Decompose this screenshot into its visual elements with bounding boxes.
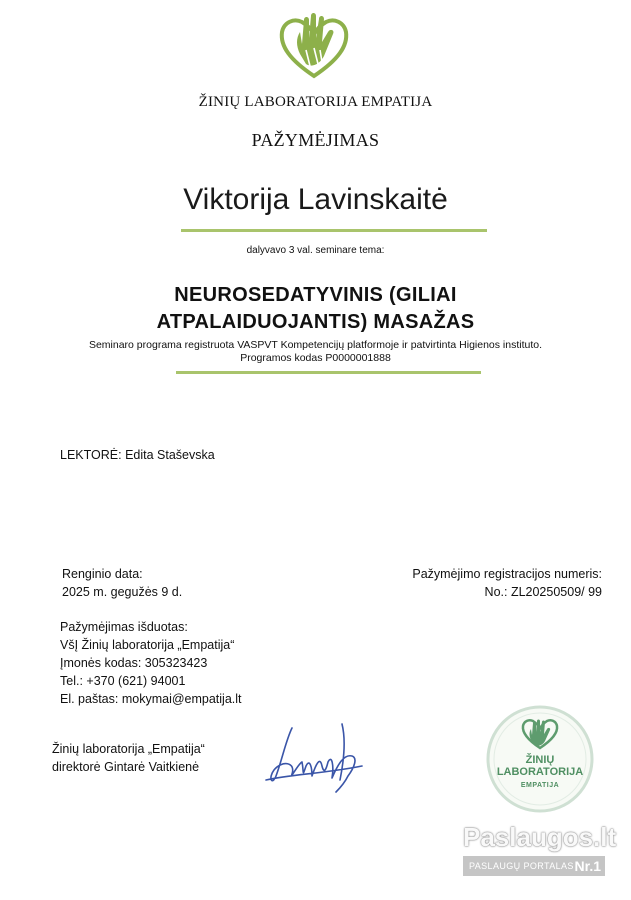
issuer-line: El. paštas: mokymai@empatija.lt	[60, 692, 242, 706]
issuer-block	[60, 618, 242, 708]
seminar-title-line: NEUROSEDATYVINIS (GILIAI	[174, 284, 457, 306]
watermark-bar	[463, 856, 605, 876]
watermark	[463, 822, 617, 880]
issuer-line: Įmonės kodas: 305323423	[60, 656, 208, 670]
organization-name: ŽINIŲ LABORATORIJA EMPATIJA	[198, 94, 433, 110]
issuer-line: Pažymėjimas išduotas:	[60, 620, 188, 634]
watermark-subtitle: PASLAUGŲ PORTALAS	[469, 861, 574, 871]
signature	[262, 720, 372, 800]
director-block	[52, 740, 205, 776]
issuer-line: Tel.: +370 (621) 94001	[60, 674, 186, 688]
hand-heart-logo-icon	[276, 10, 352, 82]
recipient-name: Viktorija Lavinskaitė	[183, 183, 448, 216]
director-line: Žinių laboratorija „Empatija“	[52, 742, 205, 756]
program-note-line: Programos kodas P0000001888	[240, 352, 391, 364]
stamp-line: EMPATIJA	[520, 782, 560, 789]
issuer-line: VšĮ Žinių laboratorija „Empatija“	[60, 638, 235, 652]
watermark-rank: Nr.1	[574, 858, 601, 874]
director-line: direktorė Gintarė Vaitkienė	[52, 760, 200, 774]
registration-number: No.: ZL20250509/ 99	[484, 585, 602, 599]
program-note-line: Seminaro programa registruota VASPVT Kompetencijų platformoje ir patvirtinta Higienos instituto.	[88, 339, 543, 351]
document-title: PAŽYMĖJIMAS	[251, 130, 380, 150]
stamp	[485, 704, 595, 814]
divider-bottom	[176, 371, 481, 374]
event-date-label: Renginio data:	[62, 567, 143, 581]
stamp-line: ŽINIŲ	[525, 754, 555, 766]
participation-text: dalyvavo 3 val. seminare tema:	[246, 245, 385, 256]
divider-top	[181, 229, 487, 232]
event-date-value: 2025 m. gegužės 9 d.	[62, 585, 183, 599]
lecturer: LEKTORĖ: Edita Staševska	[60, 448, 215, 462]
seminar-title-line: ATPALAIDUOJANTIS) MASAŽAS	[156, 311, 475, 333]
stamp-text	[485, 754, 595, 793]
stamp-line: LABORATORIJA	[496, 766, 584, 778]
registration-label: Pažymėjimo registracijos numeris:	[412, 567, 602, 581]
seminar-title	[0, 282, 631, 336]
program-note	[0, 339, 631, 365]
watermark-brand: Paslaugos.lt	[463, 822, 617, 852]
